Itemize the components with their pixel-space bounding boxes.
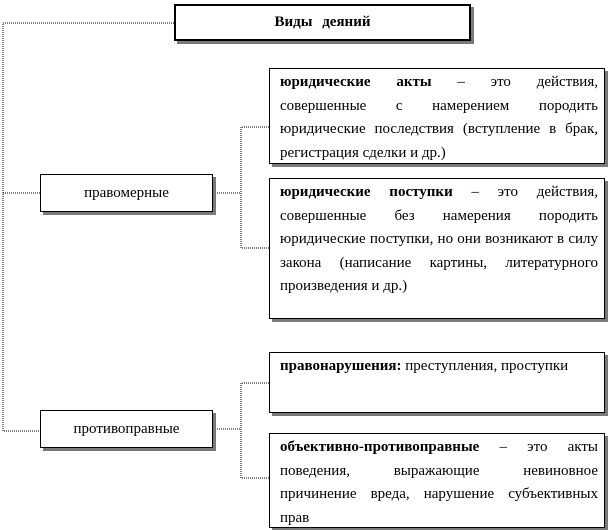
definition-text: преступления, проступки [401, 358, 569, 374]
definition-text: – это действия, совершенные без намерения породить юридические поступки, но они возникают в силу закона (написание картины, литературного произведения и др.) [280, 184, 598, 294]
trunk-connector [3, 23, 174, 431]
definition-text: – это акты поведения, выражающие невиновное причинение вреда, нарушение субъективных прав [280, 439, 598, 526]
definition-term: юридические поступки [280, 184, 453, 200]
lawful-bracket-connector [241, 127, 269, 248]
diagram-title: Виды деяний [174, 4, 471, 41]
definition-term: объективно-противоправные [280, 439, 480, 455]
category-lawful: правомерные [40, 174, 213, 212]
definition-term: юридические акты [280, 74, 432, 90]
definition-legal-deeds [269, 178, 605, 319]
definition-offenses [269, 352, 605, 413]
category-unlawful: противоправные [40, 410, 213, 448]
definition-objectively-unlawful [269, 433, 605, 528]
definition-text: – это действия, совершенные с намерением породить юридические последствия (вступление в брак, регистрация сделки и др.) [280, 74, 598, 161]
definition-term: правонарушения: [280, 358, 402, 374]
definition-legal-acts [269, 68, 605, 164]
unlawful-bracket-connector [241, 383, 269, 478]
